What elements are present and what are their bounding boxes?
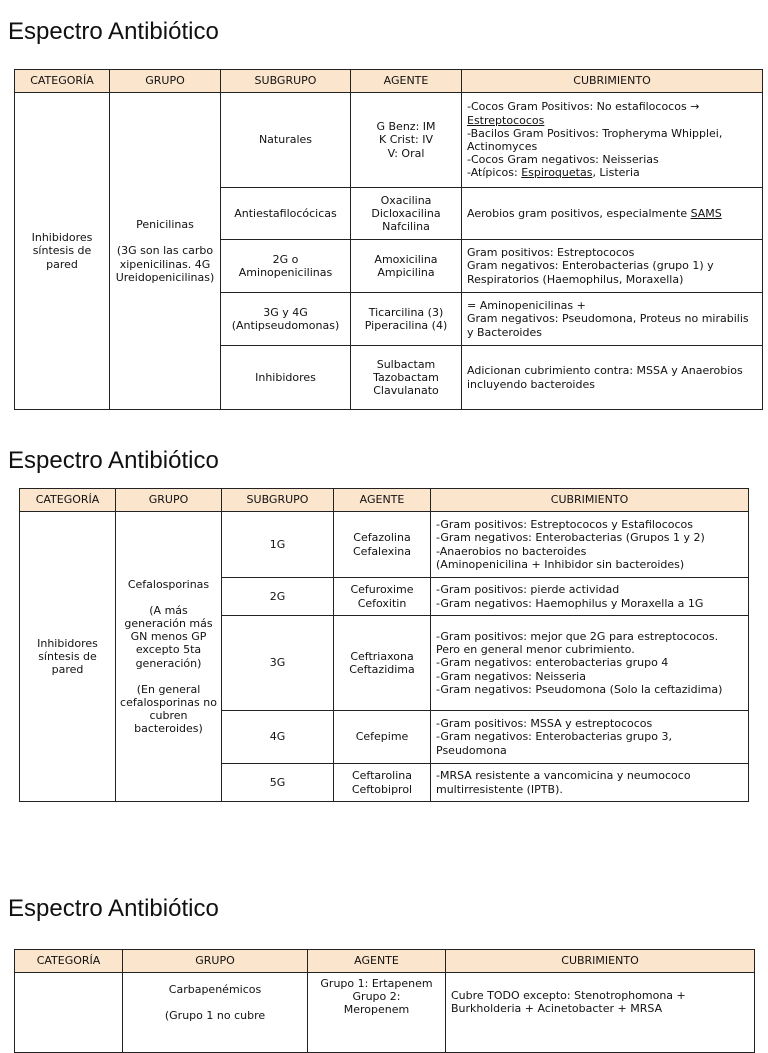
header-agent: AGENTE xyxy=(308,950,446,973)
coverage-text: -Gram positivos: mejor que 2G para estreptococos. Pero en general menor cubrimiento. xyxy=(436,630,719,657)
agent-name: K Crist: IV xyxy=(379,133,433,147)
agent-cell xyxy=(334,512,431,578)
header-agent: AGENTE xyxy=(351,70,462,93)
subgroup-cell: 1G xyxy=(222,512,334,578)
agent-cell xyxy=(334,764,431,802)
group-name: Carbapenémicos xyxy=(168,983,262,996)
agent-name: Grupo 2: xyxy=(352,990,401,1004)
coverage-line xyxy=(467,153,758,166)
agent-cell xyxy=(334,578,431,616)
coverage-cell xyxy=(462,240,763,293)
coverage-cell xyxy=(462,93,763,188)
coverage-underlined: SAMS xyxy=(690,206,722,220)
agent-name: Ceftazidima xyxy=(349,663,415,676)
coverage-text: Gram positivos: Estreptococos xyxy=(467,246,635,260)
coverage-text: Adicionan cubrimiento contra: MSSA y Anaerobios incluyendo bacteroides xyxy=(467,364,743,391)
coverage-line xyxy=(467,114,758,127)
subgroup-cell: Naturales xyxy=(221,93,351,188)
header-subgroup: SUBGRUPO xyxy=(222,489,334,512)
agent-name: Piperacilina (4) xyxy=(364,319,448,332)
subgroup-cell: Inhibidores xyxy=(221,346,351,410)
agent-cell xyxy=(334,616,431,711)
agent-name: Ampicilina xyxy=(377,266,435,279)
agent-name: V: Oral xyxy=(387,146,425,160)
coverage-cell xyxy=(462,188,763,240)
coverage-text: -Bacilos Gram Positivos: Tropheryma Whipplei, Actinomyces xyxy=(467,126,723,153)
coverage-text: = Aminopenicilinas + xyxy=(467,299,586,313)
subgroup-cell: 4G xyxy=(222,711,334,764)
coverage-text: -MRSA resistente a vancomicina y neumococo multirresistente (IPTB). xyxy=(436,769,691,796)
agent-name: Ceftarolina xyxy=(351,769,413,783)
agent-cell xyxy=(351,93,462,188)
agent-name: Grupo 1: Ertapenem xyxy=(320,977,433,990)
section1-title: Espectro Antibiótico xyxy=(8,18,219,45)
group-name: Penicilinas xyxy=(136,218,194,232)
header-group: GRUPO xyxy=(123,950,308,973)
coverage-cell xyxy=(462,293,763,346)
subgroup-cell: 2G xyxy=(222,578,334,616)
coverage-text: -Gram negativos: Neisseria xyxy=(436,669,586,683)
coverage-text: -Gram negativos: Pseudomona (Solo la ceftazidima) xyxy=(436,682,723,696)
agent-cell xyxy=(351,346,462,410)
section2-title: Espectro Antibiótico xyxy=(8,447,219,474)
carbapenem-table xyxy=(14,949,755,1053)
coverage-line xyxy=(436,670,744,683)
coverage-line xyxy=(436,656,744,669)
category-cell xyxy=(15,973,123,1053)
coverage-line xyxy=(436,558,744,571)
coverage-text: -Gram negativos: Enterobacterias grupo 3, Pseudomona xyxy=(436,730,672,757)
cephalosporin-table xyxy=(19,488,749,802)
coverage-text: -Gram negativos: Enterobacterias (Grupos 1 y 2) xyxy=(436,531,705,545)
agent-name: Tazobactam xyxy=(373,370,439,384)
coverage-text: Cubre TODO excepto: Stenotrophomona + Burkholderia + Acinetobacter + MRSA xyxy=(451,989,686,1016)
header-group: GRUPO xyxy=(110,70,221,93)
coverage-line xyxy=(436,730,744,756)
agent-name: Cefepime xyxy=(355,730,409,744)
coverage-text: -Cocos Gram negativos: Neisserias xyxy=(467,153,659,167)
agent-name: Oxacilina xyxy=(380,193,432,207)
group-note: (En general cefalosporinas no cubren bacteroides) xyxy=(120,682,217,736)
agent-name: Cefazolina xyxy=(353,531,411,545)
coverage-text: Gram negativos: Enterobacterias (grupo 1) y Respiratorios (Haemophilus, Moraxella) xyxy=(467,259,714,286)
subgroup-cell: 3G y 4G (Antipseudomonas) xyxy=(221,293,351,346)
coverage-cell xyxy=(431,578,749,616)
subgroup-cell: Antiestafilocócicas xyxy=(221,188,351,240)
coverage-line xyxy=(467,259,758,285)
coverage-text: -Cocos Gram Positivos: No estafilococos → xyxy=(467,100,700,114)
group-note: (3G son las carboxipenicilinas. 4G Ureidopenicilinas) xyxy=(115,244,215,284)
coverage-text: , Listeria xyxy=(592,166,640,180)
agent-name: Ceftobiprol xyxy=(351,782,413,796)
agent-name: Ceftriaxona xyxy=(350,649,414,663)
table-header-row xyxy=(20,489,749,512)
header-coverage: CUBRIMIENTO xyxy=(431,489,749,512)
coverage-cell xyxy=(431,711,749,764)
coverage-line xyxy=(451,989,750,1015)
category-cell: Inhibidores síntesis de pared xyxy=(15,93,110,410)
group-cell xyxy=(123,973,308,1053)
coverage-text: -Gram positivos: pierde actividad xyxy=(436,583,620,597)
coverage-line xyxy=(436,769,744,795)
coverage-line xyxy=(467,166,758,179)
group-name: Cefalosporinas xyxy=(127,577,210,591)
header-group: GRUPO xyxy=(116,489,222,512)
coverage-text: -Atípicos: xyxy=(467,166,522,180)
subgroup-cell: 3G xyxy=(222,616,334,711)
coverage-cell xyxy=(431,764,749,802)
section3-title: Espectro Antibiótico xyxy=(8,895,219,922)
coverage-line xyxy=(436,531,744,544)
coverage-line xyxy=(436,545,744,558)
table-row xyxy=(15,93,763,188)
table-row xyxy=(20,512,749,578)
coverage-text: -Gram positivos: MSSA y estreptococos xyxy=(436,717,653,731)
category-cell: Inhibidores síntesis de pared xyxy=(20,512,116,802)
table-header-row xyxy=(15,70,763,93)
coverage-text: -Anaerobios no bacteroides xyxy=(436,544,587,558)
coverage-text: -Gram negativos: Haemophilus y Moraxella a 1G xyxy=(436,596,704,610)
header-category: CATEGORÍA xyxy=(15,950,123,973)
agent-cell xyxy=(308,973,446,1053)
agent-name: Dicloxacilina xyxy=(371,206,441,220)
agent-name: Clavulanato xyxy=(373,384,439,398)
agent-cell xyxy=(351,293,462,346)
agent-name: Nafcilina xyxy=(382,220,430,234)
coverage-line xyxy=(467,299,758,312)
coverage-cell xyxy=(431,512,749,578)
coverage-underlined: Estreptococos xyxy=(467,113,545,127)
agent-name: Cefalexina xyxy=(353,544,411,558)
coverage-line xyxy=(436,717,744,730)
header-category: CATEGORÍA xyxy=(15,70,110,93)
coverage-cell xyxy=(431,616,749,711)
agent-name: Cefoxitin xyxy=(357,596,407,610)
coverage-line xyxy=(436,583,744,596)
coverage-line xyxy=(436,683,744,696)
subgroup-cell: 2G o Aminopenicilinas xyxy=(221,240,351,293)
table-header-row xyxy=(15,950,755,973)
coverage-line xyxy=(467,127,758,153)
coverage-line xyxy=(467,364,758,390)
coverage-line xyxy=(436,630,744,656)
penicillin-table xyxy=(14,69,763,410)
header-agent: AGENTE xyxy=(334,489,431,512)
coverage-line xyxy=(467,100,758,113)
agent-name: Sulbactam xyxy=(376,357,436,371)
coverage-text: Gram negativos: Pseudomona, Proteus no mirabilis y Bacteroides xyxy=(467,312,749,339)
header-coverage: CUBRIMIENTO xyxy=(462,70,763,93)
agent-cell xyxy=(334,711,431,764)
coverage-line xyxy=(467,246,758,259)
header-category: CATEGORÍA xyxy=(20,489,116,512)
coverage-cell xyxy=(446,973,755,1053)
agent-cell xyxy=(351,188,462,240)
coverage-line xyxy=(467,207,758,220)
coverage-line xyxy=(436,597,744,610)
header-coverage: CUBRIMIENTO xyxy=(446,950,755,973)
coverage-line xyxy=(467,312,758,338)
agent-name: Meropenem xyxy=(343,1003,410,1017)
coverage-cell xyxy=(462,346,763,410)
group-cell xyxy=(110,93,221,410)
group-note: (A más generación más GN menos GP excepto 5ta generación) xyxy=(124,603,213,670)
table-row xyxy=(15,973,755,1053)
agent-name: Ticarcilina (3) xyxy=(368,305,444,319)
coverage-underlined: Espiroquetas xyxy=(521,166,593,180)
header-subgroup: SUBGRUPO xyxy=(221,70,351,93)
agent-cell xyxy=(351,240,462,293)
coverage-text: -Gram negativos: enterobacterias grupo 4 xyxy=(436,656,669,670)
group-cell xyxy=(116,512,222,802)
coverage-text: Aerobios gram positivos, especialmente xyxy=(467,206,691,220)
coverage-text: (Aminopenicilina + Inhibidor sin bacteroides) xyxy=(436,557,685,571)
agent-name: Cefuroxime xyxy=(350,583,414,597)
coverage-text: -Gram positivos: Estreptococos y Estafilococos xyxy=(436,518,694,532)
subgroup-cell: 5G xyxy=(222,764,334,802)
coverage-line xyxy=(436,518,744,531)
agent-name: Amoxicilina xyxy=(374,252,438,266)
agent-name: G Benz: IM xyxy=(376,120,436,134)
group-note: (Grupo 1 no cubre xyxy=(164,1009,266,1023)
